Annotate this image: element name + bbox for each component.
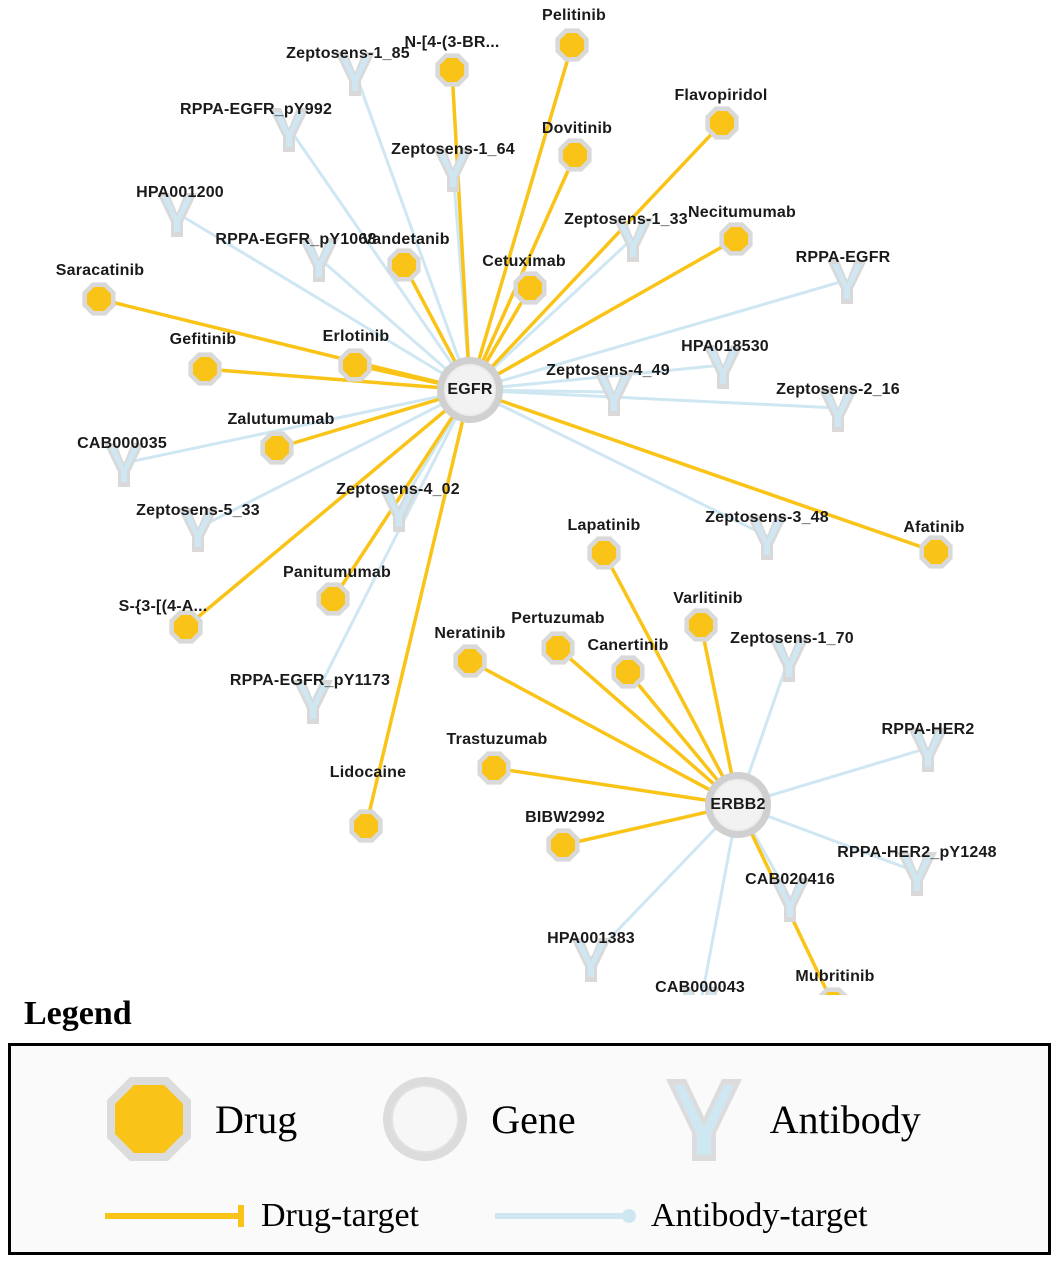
antibody-node-label: RPPA-EGFR_pY1068	[215, 231, 377, 248]
drug-node-label: Mubritinib	[795, 968, 875, 985]
drug-node-core	[551, 833, 575, 857]
drug-node-core	[518, 276, 542, 300]
antibody-node-label: CAB000043	[655, 979, 745, 996]
drug-node[interactable]	[349, 809, 382, 842]
drug-node-core	[616, 660, 640, 684]
drug-node[interactable]	[338, 348, 371, 381]
drug-node-core	[563, 143, 587, 167]
antibody-node-label: Zeptosens-1_33	[564, 211, 688, 228]
drug-node[interactable]	[919, 535, 952, 568]
antibody-node-label: Zeptosens-1_64	[391, 141, 515, 158]
legend-item-drug	[101, 1071, 297, 1167]
drug-node-label: Trastuzumab	[446, 731, 548, 748]
antibody-node-label: HPA018530	[681, 338, 769, 355]
drug-node-core	[482, 756, 506, 780]
drug-target-edge	[498, 400, 936, 552]
legend-label-antibody: Antibody	[769, 1096, 921, 1142]
drug-node-core	[354, 814, 378, 838]
drug-node-core	[193, 357, 217, 381]
drug-target-edge	[628, 672, 719, 782]
drug-node[interactable]	[541, 631, 574, 664]
drug-node[interactable]	[188, 352, 221, 385]
drug-node-label: Necitumumab	[688, 204, 796, 221]
drug-target-edge	[205, 369, 440, 388]
drug-node-core	[265, 436, 289, 460]
antibody-node-label: Zeptosens-1_85	[286, 45, 410, 62]
legend-label-drug-target: Drug-target	[261, 1197, 419, 1234]
antibody-node-label: Zeptosens-4_49	[546, 362, 670, 379]
drug-node-core	[174, 615, 198, 639]
antibody-node-label: RPPA-EGFR_pY1173	[229, 672, 391, 689]
legend-item-gene	[377, 1071, 575, 1167]
drug-target-edge	[452, 70, 468, 360]
drug-node[interactable]	[477, 751, 510, 784]
drug-node[interactable]	[82, 282, 115, 315]
antibody-icon	[656, 1071, 752, 1167]
drug-node-core	[87, 287, 111, 311]
drug-node[interactable]	[555, 28, 588, 61]
drug-node-label: N-[4-(3-BR...	[404, 34, 500, 51]
drug-node-label: Vandetanib	[362, 231, 450, 248]
drug-node[interactable]	[587, 536, 620, 569]
drug-node-label: Panitumumab	[283, 564, 391, 581]
drug-target-edge	[479, 45, 572, 361]
drug-node-core	[392, 253, 416, 277]
drug-node-core	[440, 58, 464, 82]
antibody-node-label: CAB020416	[745, 871, 835, 888]
antibody-target-edge	[355, 72, 460, 362]
drug-node[interactable]	[611, 655, 644, 688]
antibody-node-label: RPPA-HER2	[881, 721, 975, 738]
drug-node-label: Flavopiridol	[674, 87, 768, 104]
antibody-node-label: HPA001383	[547, 930, 635, 947]
antibody-node-label: Zeptosens-4_02	[336, 481, 460, 498]
drug-node[interactable]	[705, 106, 738, 139]
antibody-node-label: Zeptosens-3_48	[705, 509, 829, 526]
gene-node-label: EGFR	[447, 381, 493, 398]
drug-node-label: Varlitinib	[673, 590, 743, 607]
gene-node-label: ERBB2	[710, 796, 766, 813]
legend-label-drug: Drug	[215, 1096, 298, 1142]
legend-item-drug-target	[103, 1197, 419, 1235]
drug-node-label: Lapatinib	[567, 517, 641, 534]
drug-node-label: Neratinib	[434, 625, 506, 642]
legend-label-gene: Gene	[491, 1096, 576, 1142]
antibody-target-edge	[700, 834, 732, 995]
antibody-node-label: RPPA-HER2_pY1248	[837, 844, 997, 861]
drug-node-core	[710, 111, 734, 135]
antibody-node-label: Zeptosens-1_70	[730, 630, 854, 647]
antibody-node-label: RPPA-EGFR_pY992	[179, 101, 333, 118]
drug-node-label: BIBW2992	[525, 809, 605, 826]
drug-node-label: Pertuzumab	[511, 610, 605, 627]
drug-node[interactable]	[558, 138, 591, 171]
drug-node[interactable]	[684, 608, 717, 641]
antibody-node-label: CAB000035	[77, 435, 167, 452]
drug-node[interactable]	[719, 222, 752, 255]
drug-node-core	[724, 227, 748, 251]
antibody-node-label: RPPA-EGFR	[795, 249, 891, 266]
legend-label-antibody-target: Antibody-target	[650, 1197, 868, 1234]
drug-node[interactable]	[816, 987, 849, 995]
drug-node[interactable]	[387, 248, 420, 281]
drug-node-core	[321, 587, 345, 611]
drug-node-label: Erlotinib	[322, 328, 390, 345]
drug-target-edge	[491, 123, 722, 368]
drug-node-core	[592, 541, 616, 565]
drug-node-label: Gefitinib	[169, 331, 237, 348]
drug-node-core	[546, 636, 570, 660]
drug-node-label: Saracatinib	[55, 262, 145, 279]
drug-node[interactable]	[453, 644, 486, 677]
antibody-target-edge	[767, 748, 928, 796]
drug-node[interactable]	[260, 431, 293, 464]
drug-node-label: S-{3-[(4-A...	[118, 598, 208, 615]
antibody-node-label: Zeptosens-5_33	[136, 502, 260, 519]
drug-node[interactable]	[513, 271, 546, 304]
drug-node-core	[343, 353, 367, 377]
drug-icon	[101, 1071, 197, 1167]
drug-node-label: Dovitinib	[541, 120, 613, 137]
drug-node[interactable]	[435, 53, 468, 86]
drug-node-label: Cetuximab	[482, 253, 566, 270]
drug-node-label: Lidocaine	[329, 764, 407, 781]
drug-node-label: Pelitinib	[541, 7, 607, 24]
drug-node-core	[689, 613, 713, 637]
drug-target-edge-icon	[103, 1201, 251, 1231]
antibody-target-edge	[748, 658, 789, 777]
legend-item-antibody	[656, 1071, 921, 1167]
antibody-node-label: HPA001200	[136, 184, 224, 201]
legend	[8, 995, 1051, 1255]
drug-node[interactable]	[316, 582, 349, 615]
drug-node-core	[458, 649, 482, 673]
gene-icon	[377, 1071, 473, 1167]
drug-node-core	[924, 540, 948, 564]
drug-node-label: Zalutumumab	[227, 411, 335, 428]
drug-node-core	[560, 33, 584, 57]
antibody-node-label: Zeptosens-2_16	[776, 381, 900, 398]
legend-item-antibody-target	[493, 1197, 868, 1235]
legend-title: Legend	[24, 995, 132, 1032]
legend-box	[8, 1043, 1051, 1255]
drug-node[interactable]	[546, 828, 579, 861]
drug-node-label: Canertinib	[587, 637, 669, 654]
drug-target-edge	[701, 625, 732, 776]
antibody-target-edge-icon	[493, 1201, 641, 1231]
drug-node-label: Afatinib	[903, 519, 965, 536]
